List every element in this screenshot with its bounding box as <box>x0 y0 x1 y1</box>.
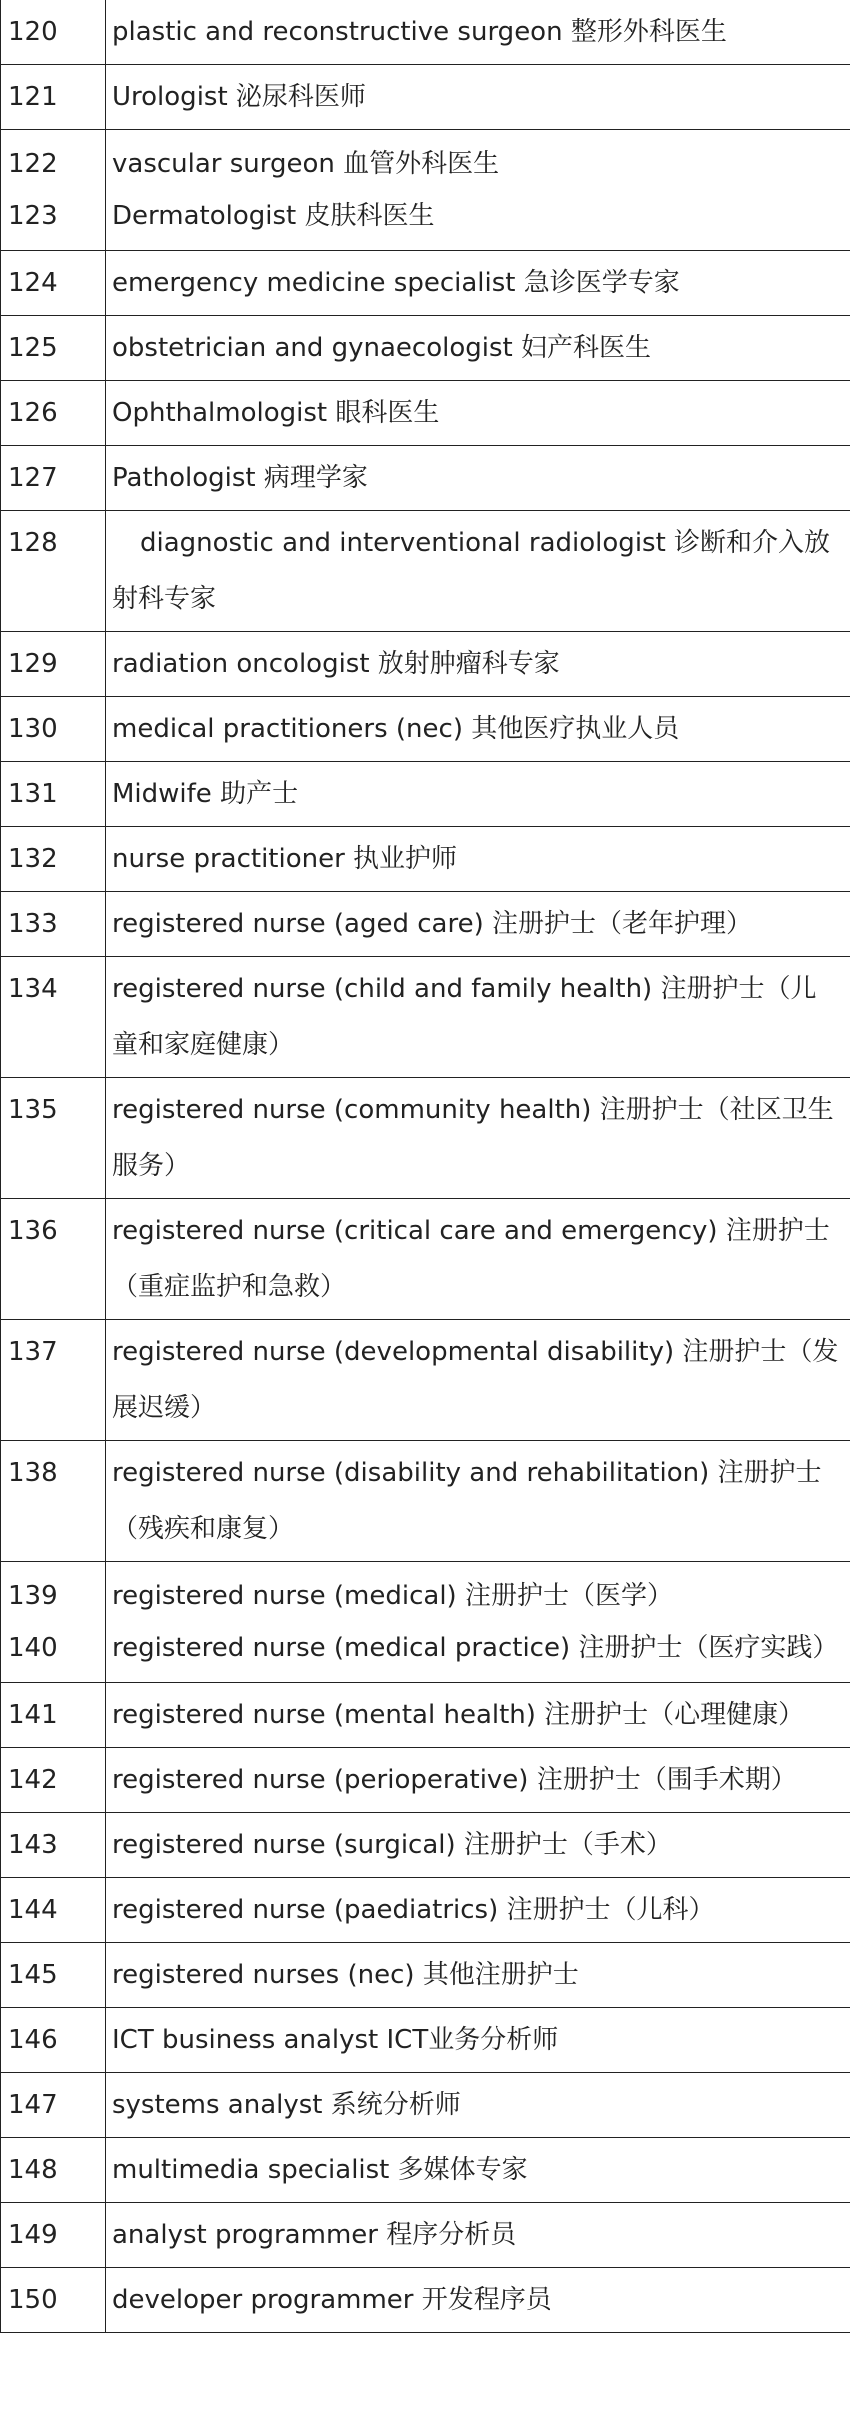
occupation-name-cell <box>106 1562 850 1683</box>
occupation-number: 144 <box>8 1895 58 1925</box>
occupation-name-cell <box>106 1078 850 1199</box>
occupation-name: registered nurse (developmental disability) 注册护士（发展迟缓） <box>112 1337 839 1423</box>
occupation-number: 149 <box>8 2220 58 2250</box>
occupation-number-cell <box>1 0 106 65</box>
occupation-number: 142 <box>8 1765 58 1795</box>
table-row <box>1 762 850 827</box>
occupation-name-cell <box>106 892 850 957</box>
occupation-number-cell <box>1 1320 106 1441</box>
occupation-name-cell <box>106 2268 850 2333</box>
occupation-name: registered nurse (perioperative) 注册护士（围手术期） <box>112 1765 797 1795</box>
occupation-number: 124 <box>8 268 58 298</box>
occupation-number: 147 <box>8 2090 58 2120</box>
occupation-number-cell <box>1 892 106 957</box>
occupation-number: 123 <box>8 201 58 231</box>
table-row <box>1 381 850 446</box>
occupation-number-cell <box>1 2203 106 2268</box>
occupation-number-cell <box>1 1748 106 1813</box>
occupation-number: 143 <box>8 1830 58 1860</box>
occupation-name: plastic and reconstructive surgeon 整形外科医生 <box>112 17 727 47</box>
occupation-name: analyst programmer 程序分析员 <box>112 2220 517 2250</box>
table-body <box>1 0 850 2333</box>
occupation-name-cell <box>106 316 850 381</box>
occupation-name: registered nurse (medical practice) 注册护士（医疗实践） <box>112 1633 839 1663</box>
table-row <box>1 0 850 65</box>
occupation-name: registered nurses (nec) 其他注册护士 <box>112 1960 579 1990</box>
occupation-number: 125 <box>8 333 58 363</box>
occupation-name: registered nurse (mental health) 注册护士（心理健康） <box>112 1700 805 1730</box>
occupation-number-cell <box>1 1441 106 1562</box>
occupation-number-cell <box>1 697 106 762</box>
occupation-number: 121 <box>8 82 58 112</box>
occupation-number-cell <box>1 762 106 827</box>
table-row <box>1 2138 850 2203</box>
table-row <box>1 1748 850 1813</box>
occupation-name: systems analyst 系统分析师 <box>112 2090 461 2120</box>
occupation-name-cell <box>106 251 850 316</box>
occupation-name: registered nurse (critical care and emergency) 注册护士（重症监护和急救） <box>112 1216 830 1302</box>
occupation-number: 140 <box>8 1633 58 1663</box>
occupation-number-cell <box>1 1813 106 1878</box>
occupation-number-cell <box>1 1878 106 1943</box>
occupation-number: 131 <box>8 779 58 809</box>
table-row <box>1 1441 850 1562</box>
occupation-number: 128 <box>8 528 58 558</box>
table-row <box>1 957 850 1078</box>
table-row <box>1 827 850 892</box>
table-row <box>1 632 850 697</box>
occupation-number-cell <box>1 65 106 130</box>
table-row <box>1 1320 850 1441</box>
occupation-number: 136 <box>8 1216 58 1246</box>
occupation-name: Dermatologist 皮肤科医生 <box>112 201 435 231</box>
occupation-name: multimedia specialist 多媒体专家 <box>112 2155 528 2185</box>
occupation-number: 132 <box>8 844 58 874</box>
occupation-number: 135 <box>8 1095 58 1125</box>
occupation-name: nurse practitioner 执业护师 <box>112 844 458 874</box>
occupation-number: 139 <box>8 1581 58 1611</box>
occupation-name-cell <box>106 2073 850 2138</box>
occupation-number: 150 <box>8 2285 58 2315</box>
occupation-number-cell <box>1 957 106 1078</box>
occupation-number: 122 <box>8 149 58 179</box>
occupation-name-cell <box>106 381 850 446</box>
occupation-name: registered nurse (aged care) 注册护士（老年护理） <box>112 909 753 939</box>
occupation-name-cell <box>106 697 850 762</box>
occupation-name-cell <box>106 130 850 251</box>
occupation-name-cell <box>106 1320 850 1441</box>
occupation-number: 141 <box>8 1700 58 1730</box>
occupation-name-cell <box>106 2138 850 2203</box>
table-row <box>1 65 850 130</box>
occupation-name: developer programmer 开发程序员 <box>112 2285 552 2315</box>
occupation-number-cell <box>1 316 106 381</box>
occupation-name: emergency medicine specialist 急诊医学专家 <box>112 268 680 298</box>
table-row <box>1 892 850 957</box>
table-row <box>1 251 850 316</box>
occupation-name-cell <box>106 1683 850 1748</box>
table-row <box>1 1078 850 1199</box>
occupation-number-cell <box>1 1943 106 2008</box>
occupation-name: registered nurse (paediatrics) 注册护士（儿科） <box>112 1895 715 1925</box>
occupation-name: vascular surgeon 血管外科医生 <box>112 149 500 179</box>
occupation-number-cell <box>1 2268 106 2333</box>
occupation-number-cell <box>1 1683 106 1748</box>
occupation-name-cell <box>106 1943 850 2008</box>
table-row <box>1 2203 850 2268</box>
occupation-number: 134 <box>8 974 58 1004</box>
occupation-name-cell <box>106 2203 850 2268</box>
occupation-number: 145 <box>8 1960 58 1990</box>
occupation-name: registered nurse (disability and rehabilitation) 注册护士（残疾和康复） <box>112 1458 822 1544</box>
occupation-name-cell <box>106 1813 850 1878</box>
occupation-number-cell <box>1 251 106 316</box>
occupation-number-cell <box>1 827 106 892</box>
occupation-name: diagnostic and interventional radiologist 诊断和介入放射科专家 <box>112 528 831 614</box>
occupation-name: ICT business analyst ICT业务分析师 <box>112 2025 559 2055</box>
occupation-number: 146 <box>8 2025 58 2055</box>
occupation-number-cell <box>1 1078 106 1199</box>
occupation-number: 133 <box>8 909 58 939</box>
occupation-number: 138 <box>8 1458 58 1488</box>
table-row <box>1 446 850 511</box>
occupation-number-cell <box>1 511 106 632</box>
occupation-number: 120 <box>8 17 58 47</box>
occupation-number-cell <box>1 2073 106 2138</box>
occupation-number-cell <box>1 130 106 251</box>
occupation-name: registered nurse (surgical) 注册护士（手术） <box>112 1830 672 1860</box>
occupation-number: 130 <box>8 714 58 744</box>
occupation-number-cell <box>1 381 106 446</box>
occupation-name-cell <box>106 1748 850 1813</box>
occupation-number: 126 <box>8 398 58 428</box>
table-row <box>1 511 850 632</box>
occupation-name: medical practitioners (nec) 其他医疗执业人员 <box>112 714 680 744</box>
occupation-name: Ophthalmologist 眼科医生 <box>112 398 440 428</box>
occupation-name: radiation oncologist 放射肿瘤科专家 <box>112 649 560 679</box>
occupation-name: Midwife 助产士 <box>112 779 299 809</box>
occupation-name: obstetrician and gynaecologist 妇产科医生 <box>112 333 651 363</box>
table-row <box>1 316 850 381</box>
occupation-name-cell <box>106 1199 850 1320</box>
occupation-number-cell <box>1 2138 106 2203</box>
occupation-name: Pathologist 病理学家 <box>112 463 368 493</box>
occupation-name-cell <box>106 762 850 827</box>
occupation-number-cell <box>1 2008 106 2073</box>
occupation-number-cell <box>1 1199 106 1320</box>
occupation-name-cell <box>106 65 850 130</box>
table-row <box>1 130 850 251</box>
table-row <box>1 1813 850 1878</box>
occupation-name-cell <box>106 2008 850 2073</box>
occupation-name-cell <box>106 1878 850 1943</box>
table-row <box>1 1199 850 1320</box>
occupation-number: 137 <box>8 1337 58 1367</box>
occupation-name-cell <box>106 446 850 511</box>
occupation-name-cell <box>106 632 850 697</box>
table-row <box>1 1943 850 2008</box>
table-row <box>1 1562 850 1683</box>
occupation-number: 148 <box>8 2155 58 2185</box>
occupation-name-cell <box>106 827 850 892</box>
table-row <box>1 697 850 762</box>
occupation-number: 127 <box>8 463 58 493</box>
occupation-number-cell <box>1 1562 106 1683</box>
occupation-name-cell <box>106 1441 850 1562</box>
table-row <box>1 2073 850 2138</box>
table-row <box>1 1683 850 1748</box>
occupation-name: Urologist 泌尿科医师 <box>112 82 366 112</box>
occupation-number-cell <box>1 632 106 697</box>
occupation-name-cell <box>106 957 850 1078</box>
occupation-name-cell <box>106 0 850 65</box>
table-row <box>1 1878 850 1943</box>
table-row <box>1 2268 850 2333</box>
occupation-number: 129 <box>8 649 58 679</box>
occupation-name: registered nurse (child and family health) 注册护士（儿童和家庭健康） <box>112 974 817 1060</box>
occupation-name-cell <box>106 511 850 632</box>
occupation-name: registered nurse (medical) 注册护士（医学） <box>112 1581 673 1611</box>
occupation-name: registered nurse (community health) 注册护士（社区卫生服务） <box>112 1095 834 1181</box>
table-row <box>1 2008 850 2073</box>
occupation-number-cell <box>1 446 106 511</box>
